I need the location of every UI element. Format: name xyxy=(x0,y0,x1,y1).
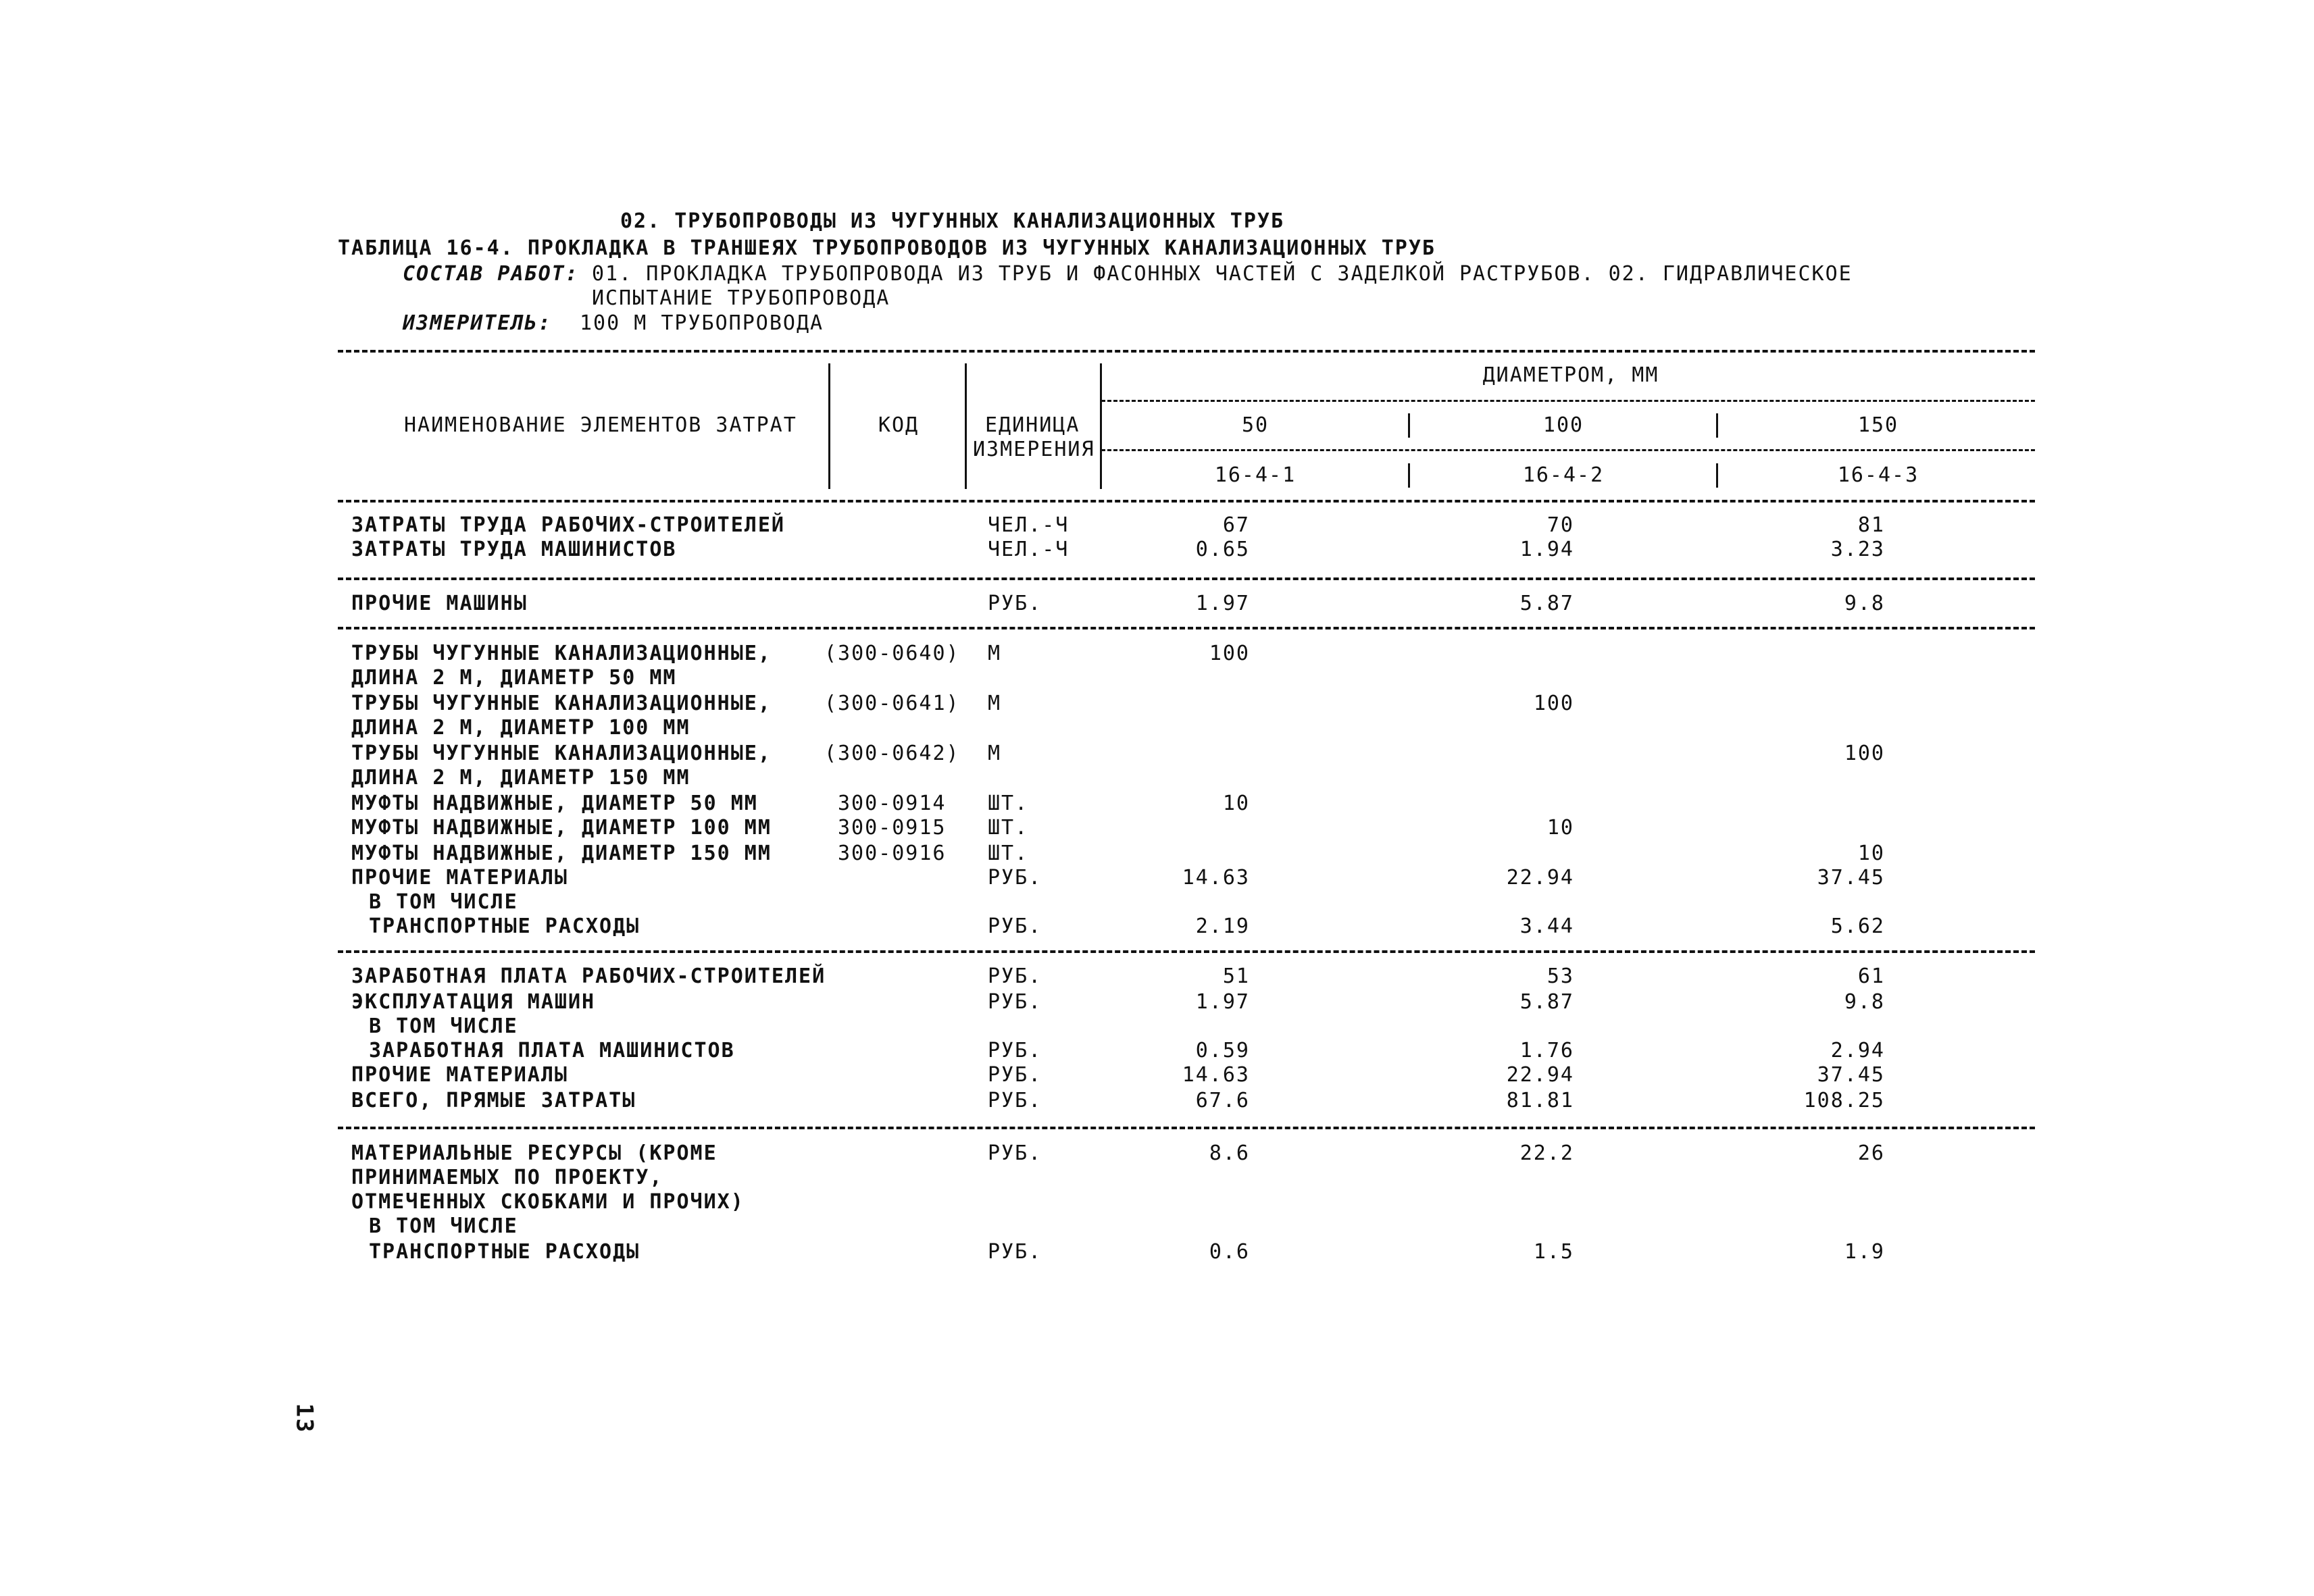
header-bottom-rule xyxy=(338,500,2035,503)
row-name: ПРИНИМАЕМЫХ ПО ПРОЕКТУ, xyxy=(351,1166,663,1189)
row-value-2: 81.81 xyxy=(1506,1089,1574,1112)
row-unit: ШТ. xyxy=(988,816,1029,840)
row-value-2: 1.5 xyxy=(1533,1240,1574,1264)
col-header-code-1: 16-4-1 xyxy=(1214,463,1297,487)
header-divider-code xyxy=(828,363,830,489)
row-value-1: 1.97 xyxy=(1195,592,1250,615)
row-value-1: 8.6 xyxy=(1209,1141,1250,1165)
header-divider-diam xyxy=(1100,363,1102,489)
row-value-3: 108.25 xyxy=(1803,1089,1885,1112)
col-header-d50: 50 xyxy=(1241,413,1269,437)
row-name: В ТОМ ЧИСЛЕ xyxy=(369,1214,518,1238)
row-value-2: 22.94 xyxy=(1506,1063,1574,1087)
row-unit: РУБ. xyxy=(988,1039,1042,1062)
header-divider-d1 xyxy=(1408,413,1410,438)
row-unit: РУБ. xyxy=(988,1141,1042,1165)
row-code: 300-0915 xyxy=(838,816,947,840)
header-rule-diameter xyxy=(1101,400,2035,402)
col-header-code: КОД xyxy=(878,413,920,437)
row-value-3: 10 xyxy=(1857,842,1885,865)
row-value-2: 3.44 xyxy=(1519,915,1574,938)
row-value-2: 53 xyxy=(1546,964,1574,988)
row-unit: РУБ. xyxy=(988,1089,1042,1112)
row-name: ДЛИНА 2 М, ДИАМЕТР 50 ММ xyxy=(351,666,677,690)
row-unit: ШТ. xyxy=(988,792,1029,815)
row-name: ДЛИНА 2 М, ДИАМЕТР 150 ММ xyxy=(351,766,690,790)
meter-value: 100 М ТРУБОПРОВОДА xyxy=(580,311,824,335)
row-value-1: 0.65 xyxy=(1195,538,1250,561)
row-value-1: 67 xyxy=(1222,513,1250,537)
row-name: ДЛИНА 2 М, ДИАМЕТР 100 ММ xyxy=(351,716,690,740)
header-divider-d2 xyxy=(1716,413,1718,438)
row-code: (300-0642) xyxy=(824,742,960,765)
row-code: (300-0641) xyxy=(824,692,960,715)
col-header-unit-2: ИЗМЕРЕНИЯ xyxy=(973,438,1095,461)
row-name: ВСЕГО, ПРЯМЫЕ ЗАТРАТЫ xyxy=(351,1089,636,1112)
group-rule-1 xyxy=(338,577,2035,580)
row-code: 300-0914 xyxy=(838,792,947,815)
group-rule-2 xyxy=(338,627,2035,629)
row-unit: РУБ. xyxy=(988,1063,1042,1087)
header-divider-c1 xyxy=(1408,463,1410,488)
work-composition-line1: 01. ПРОКЛАДКА ТРУБОПРОВОДА ИЗ ТРУБ И ФАСОННЫХ ЧАСТЕЙ С ЗАДЕЛКОЙ РАСТРУБОВ. 02. ГИДРАВЛИЧЕСКОЕ xyxy=(592,262,1853,286)
row-name: ТРУБЫ ЧУГУННЫЕ КАНАЛИЗАЦИОННЫЕ, xyxy=(351,692,772,715)
row-value-3: 9.8 xyxy=(1844,990,1885,1014)
row-name: МУФТЫ НАДВИЖНЫЕ, ДИАМЕТР 100 ММ xyxy=(351,816,772,840)
header-rule-sizes xyxy=(1101,449,2035,451)
row-name: ЗАРАБОТНАЯ ПЛАТА РАБОЧИХ-СТРОИТЕЛЕЙ xyxy=(351,964,826,988)
row-value-3: 81 xyxy=(1857,513,1885,537)
col-header-unit-1: ЕДИНИЦА xyxy=(985,413,1080,437)
row-value-1: 0.59 xyxy=(1195,1039,1250,1062)
row-unit: ЧЕЛ.-Ч xyxy=(988,513,1070,537)
row-name: ОТМЕЧЕННЫХ СКОБКАМИ И ПРОЧИХ) xyxy=(351,1190,745,1214)
row-name: В ТОМ ЧИСЛЕ xyxy=(369,890,518,914)
row-name: ЗАРАБОТНАЯ ПЛАТА МАШИНИСТОВ xyxy=(369,1039,735,1062)
meter-label: ИЗМЕРИТЕЛЬ: xyxy=(403,311,552,335)
col-header-diameter: ДИАМЕТРОМ, ММ xyxy=(1482,363,1659,387)
row-unit: М xyxy=(988,692,1002,715)
row-value-1: 10 xyxy=(1222,792,1250,815)
row-name: МУФТЫ НАДВИЖНЫЕ, ДИАМЕТР 50 ММ xyxy=(351,792,758,815)
row-unit: РУБ. xyxy=(988,964,1042,988)
row-value-2: 10 xyxy=(1546,816,1574,840)
page-number: 13 xyxy=(291,1403,318,1434)
row-value-1: 100 xyxy=(1209,642,1250,665)
row-value-1: 51 xyxy=(1222,964,1250,988)
row-value-1: 67.6 xyxy=(1195,1089,1250,1112)
row-value-2: 1.94 xyxy=(1519,538,1574,561)
row-value-3: 2.94 xyxy=(1830,1039,1885,1062)
col-header-d150: 150 xyxy=(1857,413,1899,437)
row-unit: М xyxy=(988,642,1002,665)
row-unit: РУБ. xyxy=(988,990,1042,1014)
row-name: ТРАНСПОРТНЫЕ РАСХОДЫ xyxy=(369,1240,640,1264)
row-value-3: 9.8 xyxy=(1844,592,1885,615)
row-name: ЗАТРАТЫ ТРУДА МАШИНИСТОВ xyxy=(351,538,677,561)
row-value-3: 61 xyxy=(1857,964,1885,988)
section-heading: 02. ТРУБОПРОВОДЫ ИЗ ЧУГУННЫХ КАНАЛИЗАЦИОННЫХ ТРУБ xyxy=(620,209,1285,233)
row-value-2: 100 xyxy=(1533,692,1574,715)
row-value-1: 14.63 xyxy=(1182,866,1250,890)
row-value-2: 22.94 xyxy=(1506,866,1574,890)
row-name: ЗАТРАТЫ ТРУДА РАБОЧИХ-СТРОИТЕЛЕЙ xyxy=(351,513,785,537)
row-name: ТРУБЫ ЧУГУННЫЕ КАНАЛИЗАЦИОННЫЕ, xyxy=(351,742,772,765)
row-unit: РУБ. xyxy=(988,915,1042,938)
row-value-3: 37.45 xyxy=(1817,866,1885,890)
row-value-1: 2.19 xyxy=(1195,915,1250,938)
row-name: МАТЕРИАЛЬНЫЕ РЕСУРСЫ (КРОМЕ xyxy=(351,1141,718,1165)
group-rule-4 xyxy=(338,1127,2035,1129)
col-header-d100: 100 xyxy=(1542,413,1584,437)
col-header-code-2: 16-4-2 xyxy=(1522,463,1605,487)
row-name: ПРОЧИЕ МАШИНЫ xyxy=(351,592,528,615)
col-header-code-3: 16-4-3 xyxy=(1837,463,1919,487)
row-unit: РУБ. xyxy=(988,866,1042,890)
table-top-rule xyxy=(338,350,2035,353)
row-name: МУФТЫ НАДВИЖНЫЕ, ДИАМЕТР 150 ММ xyxy=(351,842,772,865)
row-unit: ШТ. xyxy=(988,842,1029,865)
row-value-2: 1.76 xyxy=(1519,1039,1574,1062)
row-value-3: 1.9 xyxy=(1844,1240,1885,1264)
row-name: ТРАНСПОРТНЫЕ РАСХОДЫ xyxy=(369,915,640,938)
row-value-1: 0.6 xyxy=(1209,1240,1250,1264)
row-value-2: 70 xyxy=(1546,513,1574,537)
row-name: ЭКСПЛУАТАЦИЯ МАШИН xyxy=(351,990,596,1014)
row-value-2: 5.87 xyxy=(1519,592,1574,615)
row-name: ПРОЧИЕ МАТЕРИАЛЫ xyxy=(351,866,568,890)
row-unit: М xyxy=(988,742,1002,765)
row-value-2: 5.87 xyxy=(1519,990,1574,1014)
row-name: ПРОЧИЕ МАТЕРИАЛЫ xyxy=(351,1063,568,1087)
row-code: 300-0916 xyxy=(838,842,947,865)
row-value-3: 3.23 xyxy=(1830,538,1885,561)
table-title: ТАБЛИЦА 16-4. ПРОКЛАДКА В ТРАНШЕЯХ ТРУБОПРОВОДОВ ИЗ ЧУГУННЫХ КАНАЛИЗАЦИОННЫХ ТРУБ xyxy=(338,236,1436,260)
row-name: В ТОМ ЧИСЛЕ xyxy=(369,1014,518,1038)
row-value-3: 5.62 xyxy=(1830,915,1885,938)
row-value-3: 37.45 xyxy=(1817,1063,1885,1087)
row-name: ТРУБЫ ЧУГУННЫЕ КАНАЛИЗАЦИОННЫЕ, xyxy=(351,642,772,665)
row-unit: РУБ. xyxy=(988,1240,1042,1264)
row-value-3: 26 xyxy=(1857,1141,1885,1165)
row-code: (300-0640) xyxy=(824,642,960,665)
work-composition-label: СОСТАВ РАБОТ: xyxy=(403,262,579,286)
row-value-3: 100 xyxy=(1844,742,1885,765)
col-header-name: НАИМЕНОВАНИЕ ЭЛЕМЕНТОВ ЗАТРАТ xyxy=(404,413,797,437)
row-value-1: 1.97 xyxy=(1195,990,1250,1014)
work-composition-line2: ИСПЫТАНИЕ ТРУБОПРОВОДА xyxy=(592,286,890,310)
group-rule-3 xyxy=(338,950,2035,953)
row-value-1: 14.63 xyxy=(1182,1063,1250,1087)
row-unit: РУБ. xyxy=(988,592,1042,615)
header-divider-c2 xyxy=(1716,463,1718,488)
row-value-2: 22.2 xyxy=(1519,1141,1574,1165)
header-divider-unit xyxy=(965,363,967,489)
row-unit: ЧЕЛ.-Ч xyxy=(988,538,1070,561)
